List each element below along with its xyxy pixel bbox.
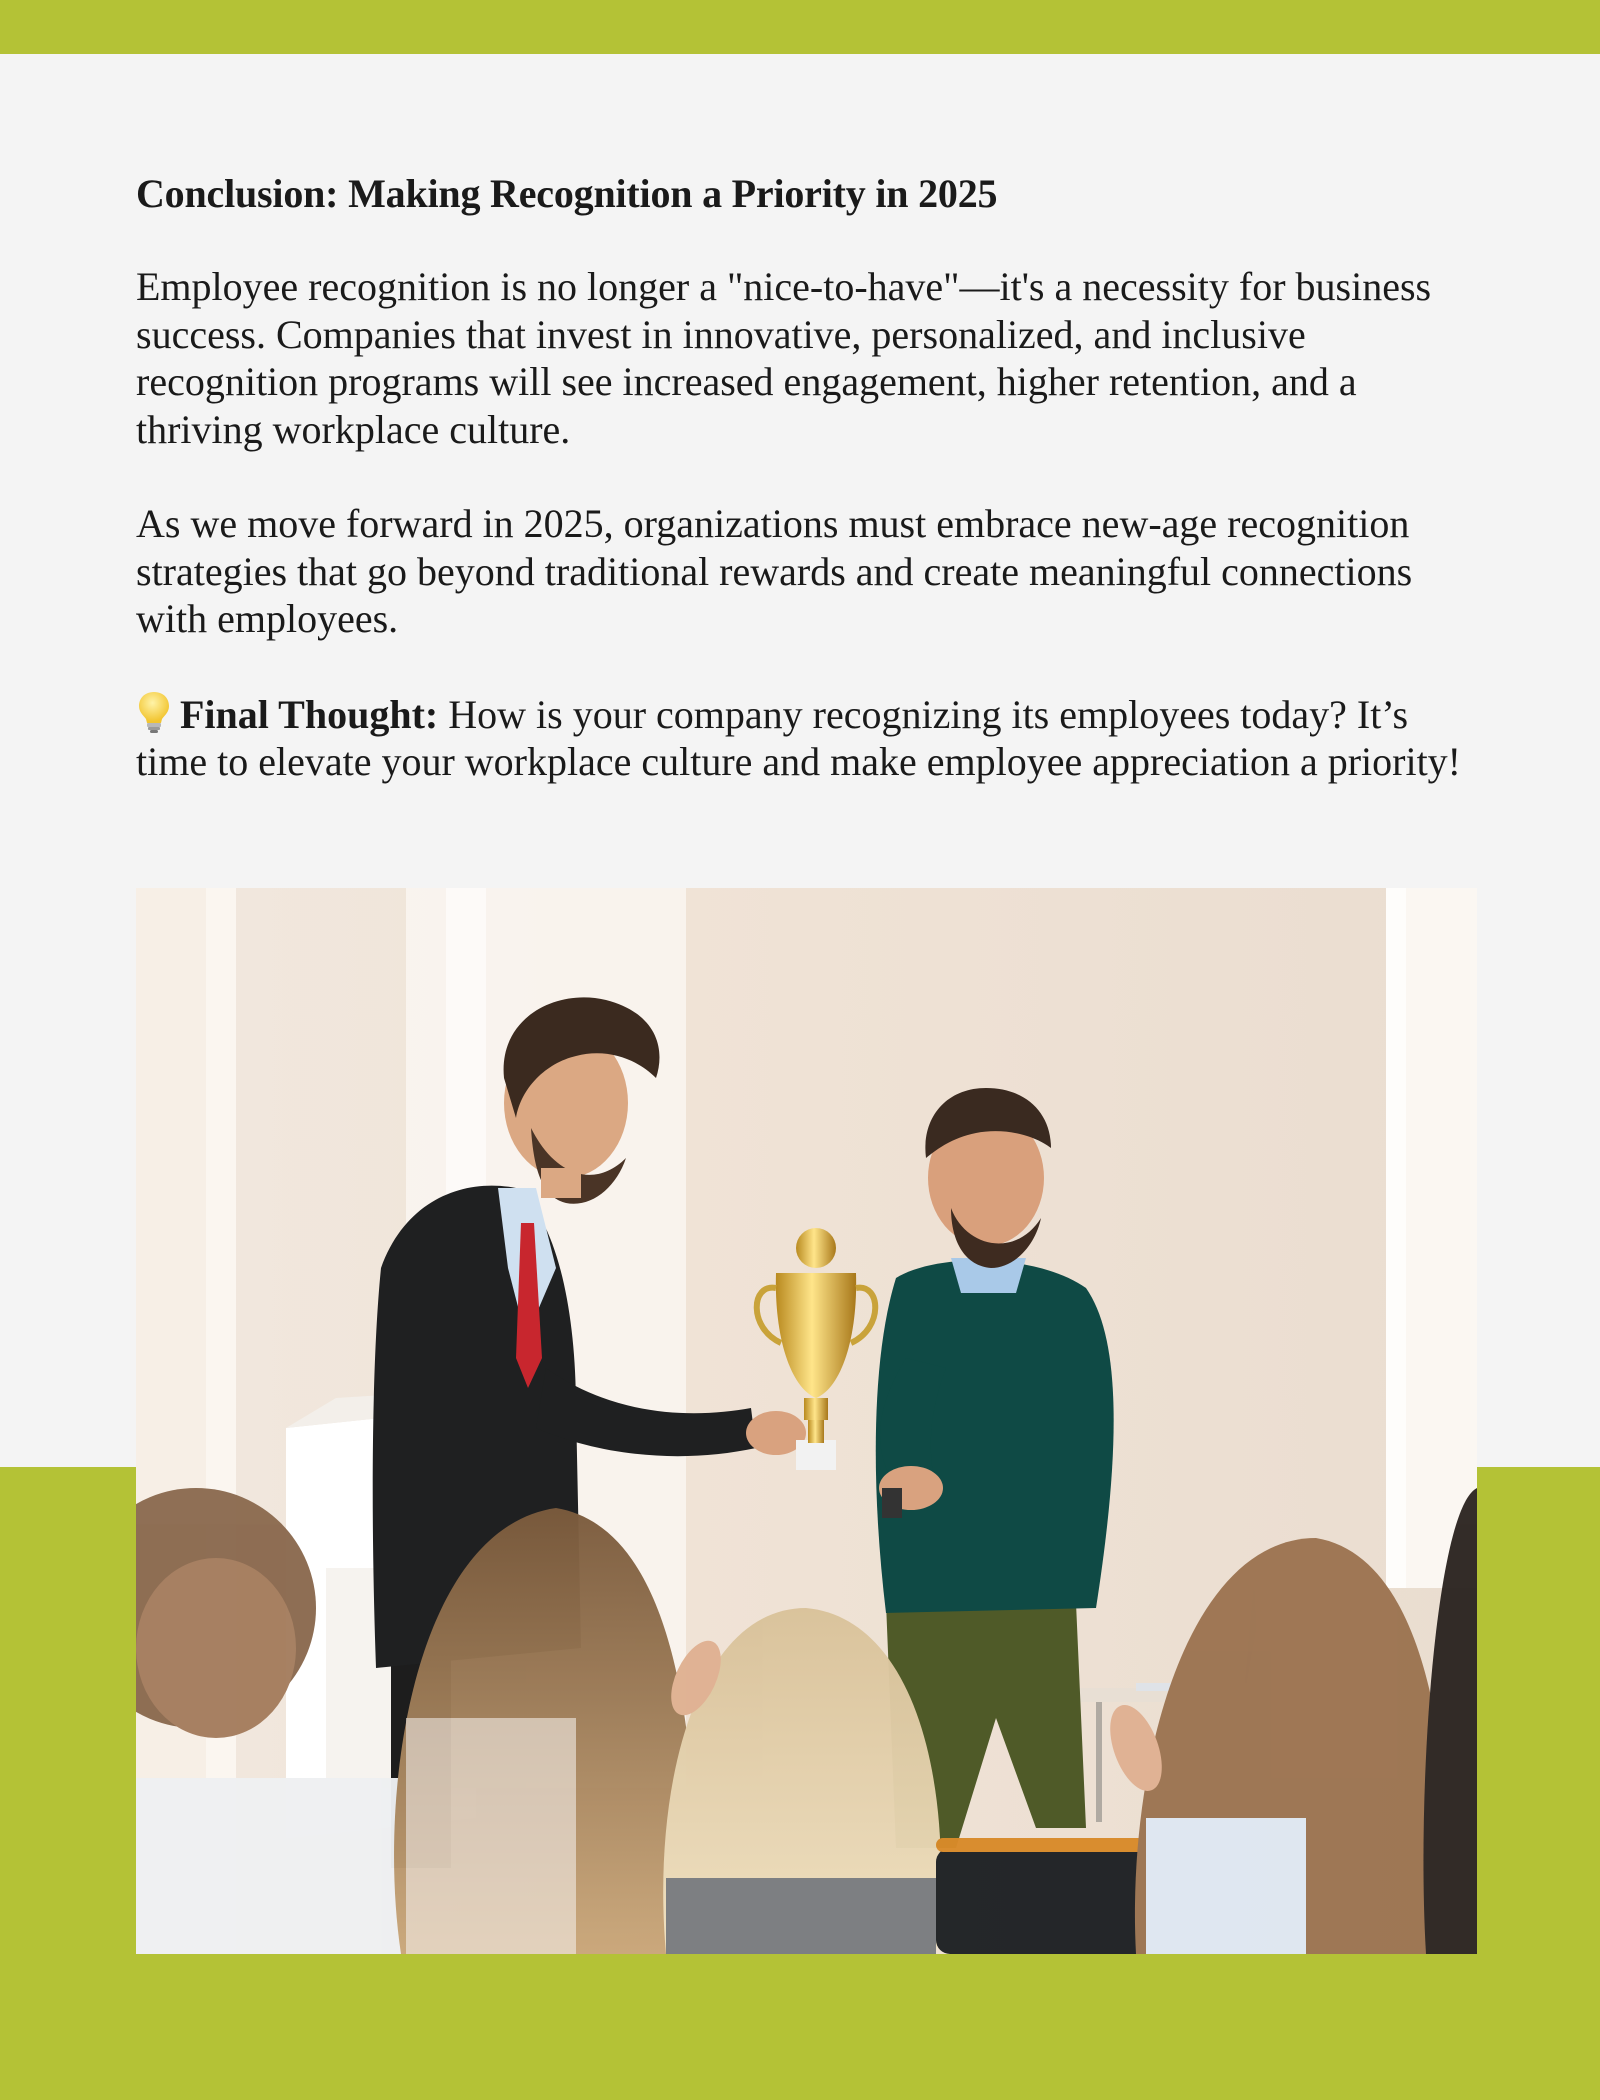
final-thought-label: Final Thought: xyxy=(180,691,439,737)
top-accent-band xyxy=(0,0,1600,54)
lightbulb-icon xyxy=(136,690,172,734)
article-body xyxy=(136,168,1466,833)
final-thought xyxy=(136,690,1466,786)
paragraph-1: Employee recognition is no longer a "nice-to-have"—it's a necessity for business success. Companies that invest in innovative, personalized, and inclusive recognition programs will see increased engagement, higher retention, and a thriving workplace culture. xyxy=(136,264,1432,452)
section-heading: Conclusion: Making Recognition a Priority in 2025 xyxy=(136,171,998,216)
paragraph-2: As we move forward in 2025, organizations must embrace new-age recognition strategies that go beyond traditional rewards and create meaningful connections with employees. xyxy=(136,501,1413,641)
award-ceremony-photo xyxy=(136,888,1477,1954)
final-thought-text: How is your company recognizing its employees today? It’s time to elevate your workplace culture and make employee appreciation a priority! xyxy=(136,691,1461,784)
